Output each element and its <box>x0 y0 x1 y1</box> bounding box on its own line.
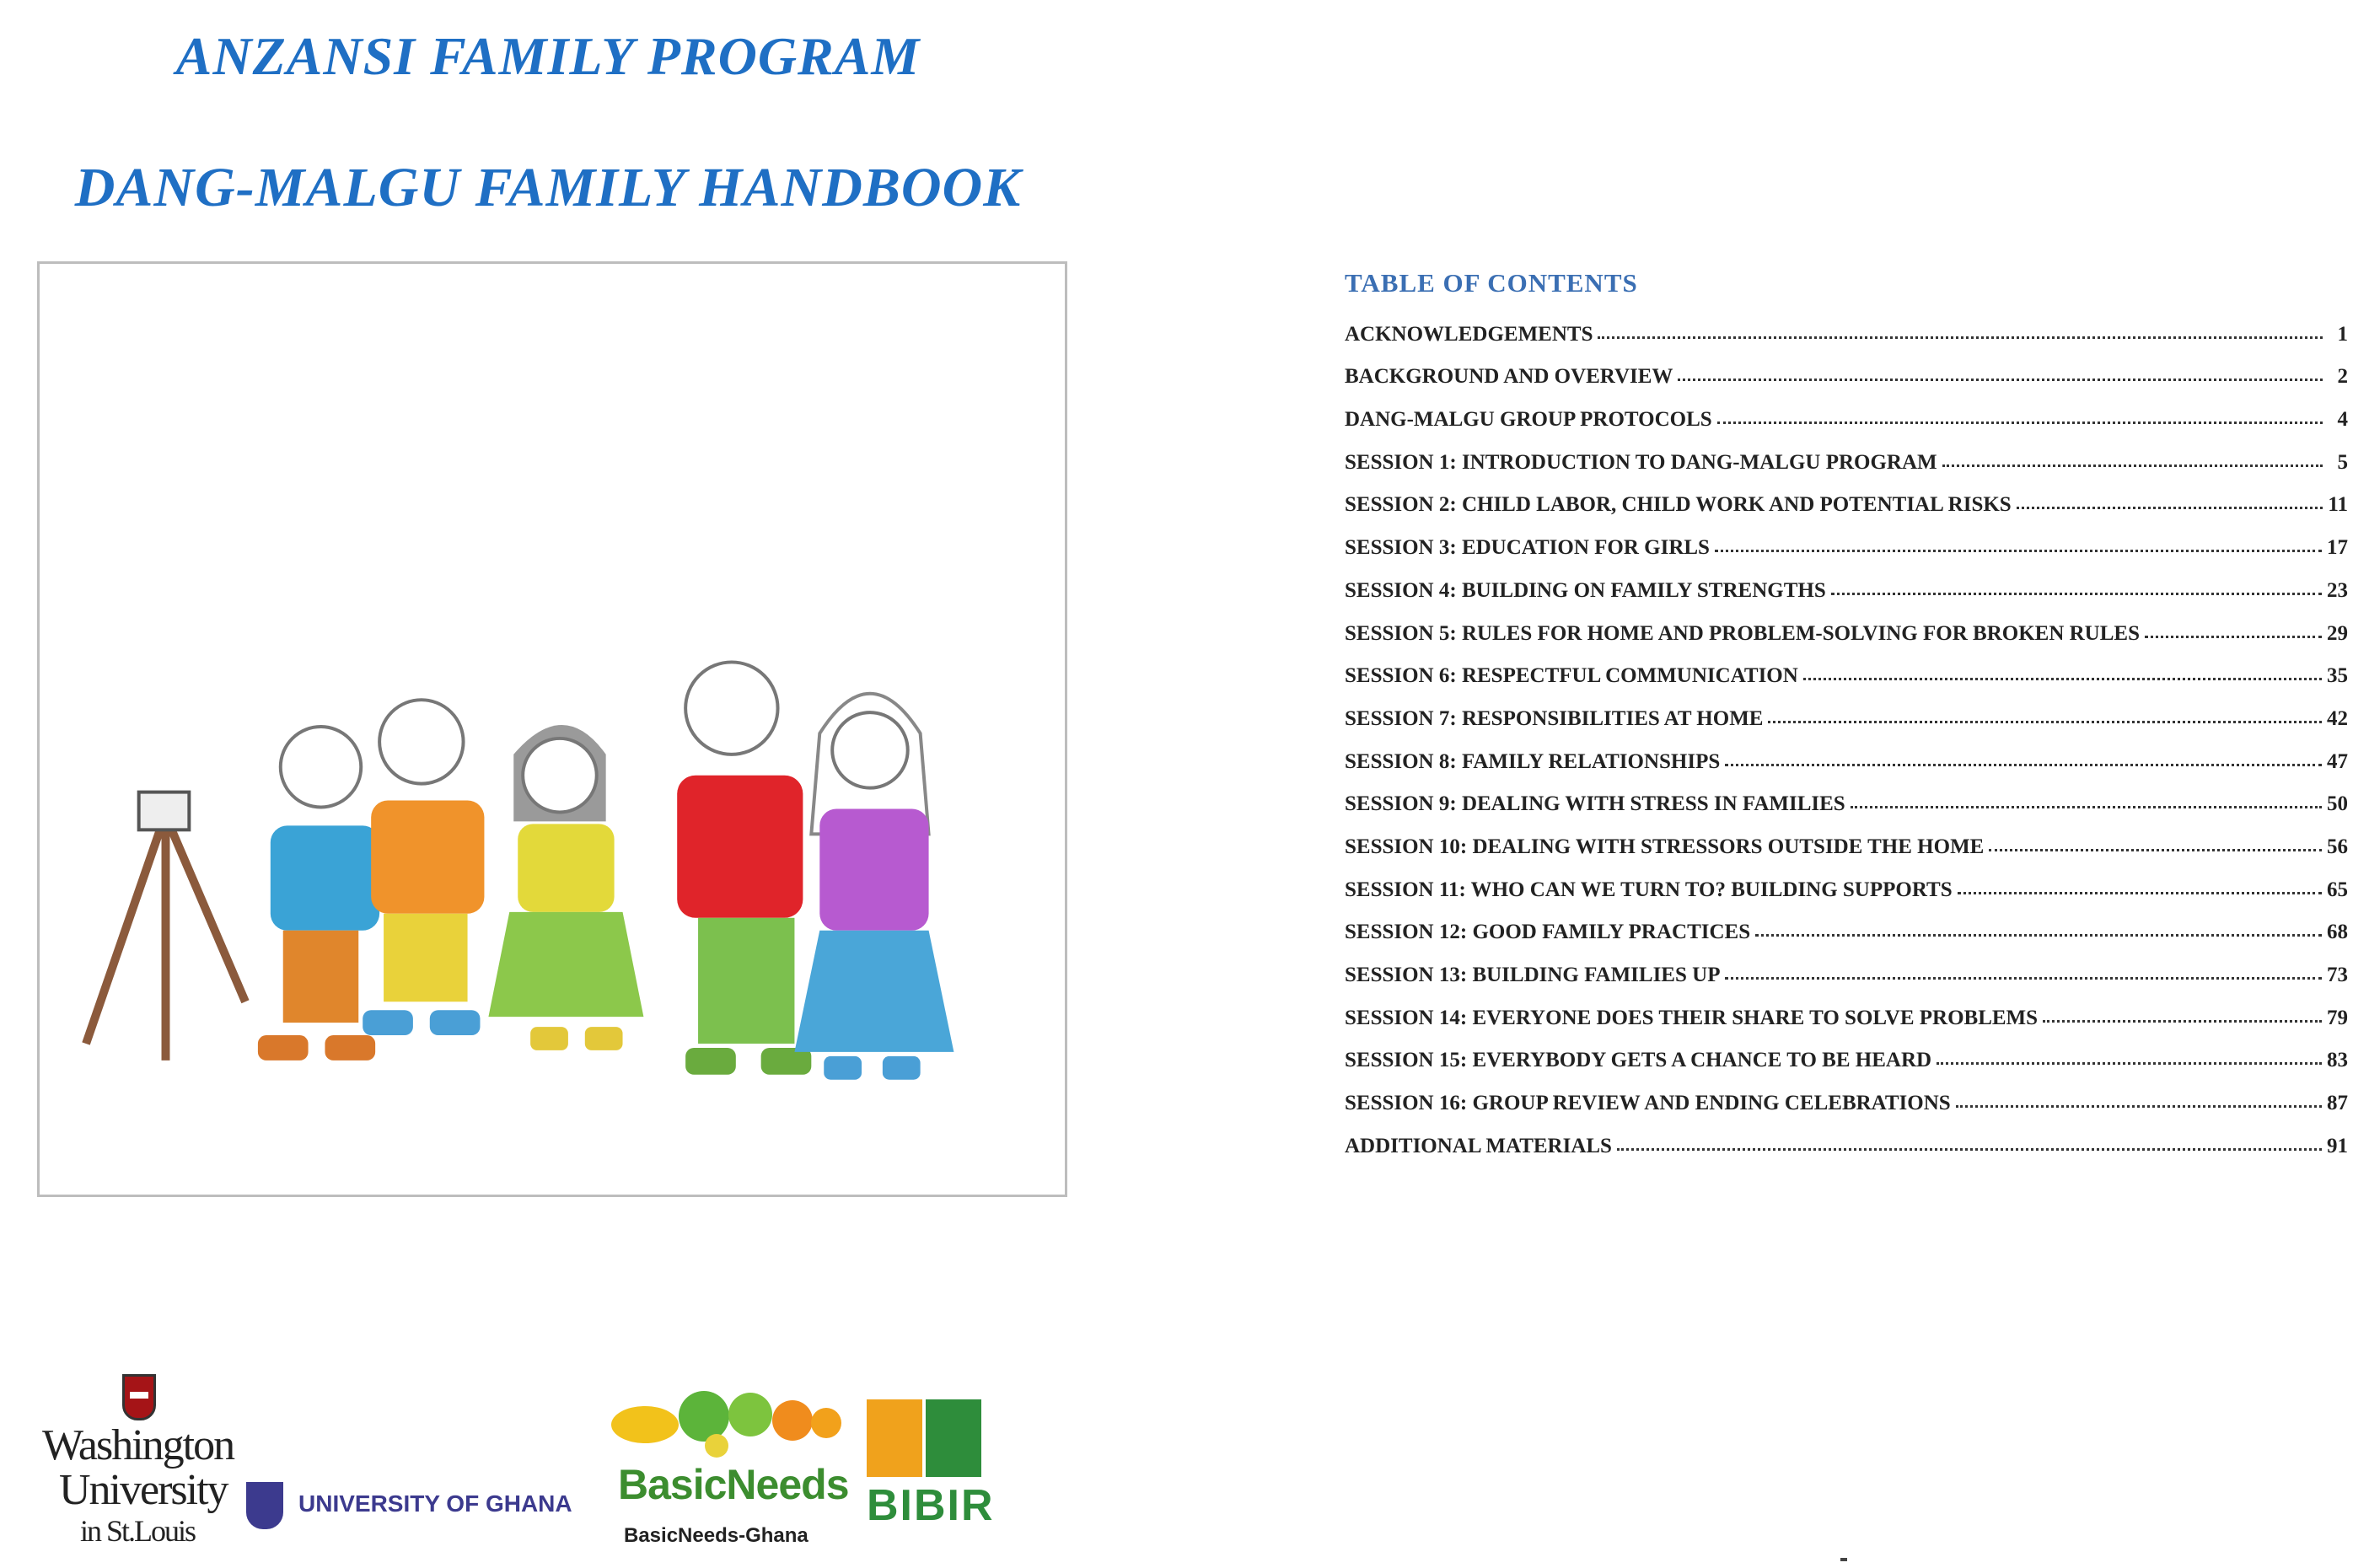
toc-entry-page: 87 <box>2327 1092 2348 1115</box>
toc-leader-dots <box>1958 892 2322 894</box>
toc-leader-dots <box>1768 721 2322 723</box>
toc-entry-page: 35 <box>2327 664 2348 688</box>
toc-entry-page: 17 <box>2327 536 2348 560</box>
toc-entry[interactable] <box>1345 944 2348 987</box>
toc-leader-dots <box>1598 336 2323 339</box>
toc-entry-page: 73 <box>2327 964 2348 986</box>
toc-entry-label: SESSION 10: DEALING WITH STRESSORS OUTSIDE THE HOME <box>1345 835 1985 858</box>
toc-entry-page: 79 <box>2327 1006 2348 1029</box>
toc-leader-dots <box>2043 1020 2322 1023</box>
toc-leader-dots <box>1717 422 2323 424</box>
toc-entry[interactable] <box>1345 859 2348 902</box>
ughana-shield-icon <box>246 1482 283 1529</box>
toc-entry-label: SESSION 9: DEALING WITH STRESS IN FAMILIES <box>1345 792 1845 816</box>
toc-entry[interactable] <box>1345 475 2348 518</box>
basicneeds-subtitle: BasicNeeds-Ghana <box>624 1524 808 1547</box>
toc-entry-page: 11 <box>2328 493 2348 517</box>
toc-leader-dots <box>1956 1105 2322 1108</box>
toc-leader-dots <box>1617 1148 2322 1151</box>
basicneeds-logo <box>611 1383 849 1551</box>
washington-university-logo <box>42 1374 244 1551</box>
toc-leader-dots <box>1989 849 2322 851</box>
toc-entry-label: SESSION 11: WHO CAN WE TURN TO? BUILDING SUPPORTS <box>1345 878 1953 901</box>
toc-entry-label: SESSION 5: RULES FOR HOME AND PROBLEM-SOLVING FOR BROKEN RULES <box>1345 621 2140 645</box>
toc-entry[interactable] <box>1345 646 2348 689</box>
program-title: ANZANSI FAMILY PROGRAM <box>175 26 921 86</box>
camera-tripod-drawing <box>86 825 245 1060</box>
bibir-logo <box>867 1399 993 1551</box>
toc-leader-dots <box>1725 977 2322 980</box>
ughana-name: UNIVERSITY OF GHANA <box>298 1490 572 1517</box>
toc-entry[interactable] <box>1345 560 2348 603</box>
toc-entry[interactable] <box>1345 432 2348 475</box>
toc-entry-page: 1 <box>2337 322 2348 346</box>
stray-mark <box>1840 1558 1847 1561</box>
bibir-hand-icon <box>867 1399 922 1477</box>
toc-entry-label: SESSION 1: INTRODUCTION TO DANG-MALGU PROGRAM <box>1345 450 1937 474</box>
toc-entry-page: 29 <box>2327 621 2348 645</box>
toc-entry-page: 65 <box>2327 878 2348 901</box>
toc-entry-label: SESSION 14: EVERYONE DOES THEIR SHARE TO SOLVE PROBLEMS <box>1345 1006 2039 1029</box>
toc-entry[interactable] <box>1345 688 2348 731</box>
toc-leader-dots <box>2145 636 2322 638</box>
toc-entry-label: ACKNOWLEDGEMENTS <box>1345 322 1593 346</box>
toc-entry-label: SESSION 16: GROUP REVIEW AND ENDING CELEBRATIONS <box>1345 1092 1951 1115</box>
toc-leader-dots <box>1942 464 2323 467</box>
toc-heading: TABLE OF CONTENTS <box>1345 268 1638 298</box>
basicneeds-name: BasicNeeds <box>618 1461 849 1508</box>
wustl-line2: University <box>59 1466 228 1514</box>
toc-entry-label: ADDITIONAL MATERIALS <box>1345 1134 1612 1157</box>
toc-entry-page: 2 <box>2337 365 2348 389</box>
toc-leader-dots <box>1831 593 2322 595</box>
toc-leader-dots <box>1803 678 2322 680</box>
toc-list <box>1345 303 2348 1158</box>
toc-entry[interactable] <box>1345 517 2348 560</box>
toc-entry-label: SESSION 6: RESPECTFUL COMMUNICATION <box>1345 664 1798 688</box>
toc-entry-label: SESSION 4: BUILDING ON FAMILY STRENGTHS <box>1345 578 1826 602</box>
toc-entry-page: 4 <box>2337 408 2348 432</box>
toc-leader-dots <box>2017 507 2323 509</box>
toc-entry-page: 50 <box>2327 792 2348 816</box>
toc-entry[interactable] <box>1345 731 2348 774</box>
toc-entry-page: 23 <box>2327 578 2348 602</box>
toc-entry-label: SESSION 12: GOOD FAMILY PRACTICES <box>1345 921 1751 944</box>
toc-entry-label: SESSION 8: FAMILY RELATIONSHIPS <box>1345 749 1721 773</box>
toc-entry[interactable] <box>1345 774 2348 817</box>
toc-leader-dots <box>1725 764 2322 766</box>
toc-leader-dots <box>1937 1062 2322 1065</box>
toc-leader-dots <box>1715 550 2322 552</box>
bibir-name: BIBIR <box>867 1481 995 1530</box>
toc-entry[interactable] <box>1345 1115 2348 1158</box>
wustl-line3: in St.Louis <box>80 1514 196 1548</box>
toc-entry-label: SESSION 3: EDUCATION FOR GIRLS <box>1345 536 1710 560</box>
family-drawing <box>40 264 1065 1195</box>
cover-illustration <box>37 261 1067 1197</box>
wustl-crest-icon <box>122 1374 156 1420</box>
handbook-title: DANG-MALGU FAMILY HANDBOOK <box>74 157 1022 218</box>
table-of-contents <box>1345 268 2348 1158</box>
toc-entry-page: 47 <box>2327 749 2348 773</box>
toc-entry-label: BACKGROUND AND OVERVIEW <box>1345 365 1673 389</box>
toc-entry-label: DANG-MALGU GROUP PROTOCOLS <box>1345 408 1712 432</box>
toc-leader-dots <box>1755 934 2322 937</box>
toc-entry-page: 5 <box>2337 450 2348 474</box>
toc-entry[interactable] <box>1345 389 2348 432</box>
university-of-ghana-logo <box>246 1475 575 1534</box>
toc-entry[interactable] <box>1345 816 2348 859</box>
toc-leader-dots <box>1678 379 2323 381</box>
toc-entry-page: 83 <box>2327 1049 2348 1072</box>
wustl-line1: Washington <box>42 1421 234 1469</box>
toc-entry-label: SESSION 15: EVERYBODY GETS A CHANCE TO BE HEARD <box>1345 1049 1932 1072</box>
toc-entry[interactable] <box>1345 603 2348 646</box>
toc-entry-page: 42 <box>2327 706 2348 730</box>
toc-entry-page: 91 <box>2327 1134 2348 1157</box>
toc-entry[interactable] <box>1345 303 2348 346</box>
toc-entry-label: SESSION 13: BUILDING FAMILIES UP <box>1345 964 1721 986</box>
bibir-leaf-icon <box>926 1399 981 1477</box>
toc-entry[interactable] <box>1345 1072 2348 1115</box>
toc-leader-dots <box>1851 806 2322 808</box>
toc-entry-label: SESSION 2: CHILD LABOR, CHILD WORK AND POTENTIAL RISKS <box>1345 493 2012 517</box>
toc-entry-page: 56 <box>2327 835 2348 858</box>
toc-entry[interactable] <box>1345 1030 2348 1073</box>
toc-entry-label: SESSION 7: RESPONSIBILITIES AT HOME <box>1345 706 1764 730</box>
toc-entry[interactable] <box>1345 902 2348 945</box>
basicneeds-flowers-icon <box>611 1383 843 1458</box>
toc-entry[interactable] <box>1345 987 2348 1030</box>
toc-entry[interactable] <box>1345 346 2348 389</box>
toc-entry-page: 68 <box>2327 921 2348 944</box>
